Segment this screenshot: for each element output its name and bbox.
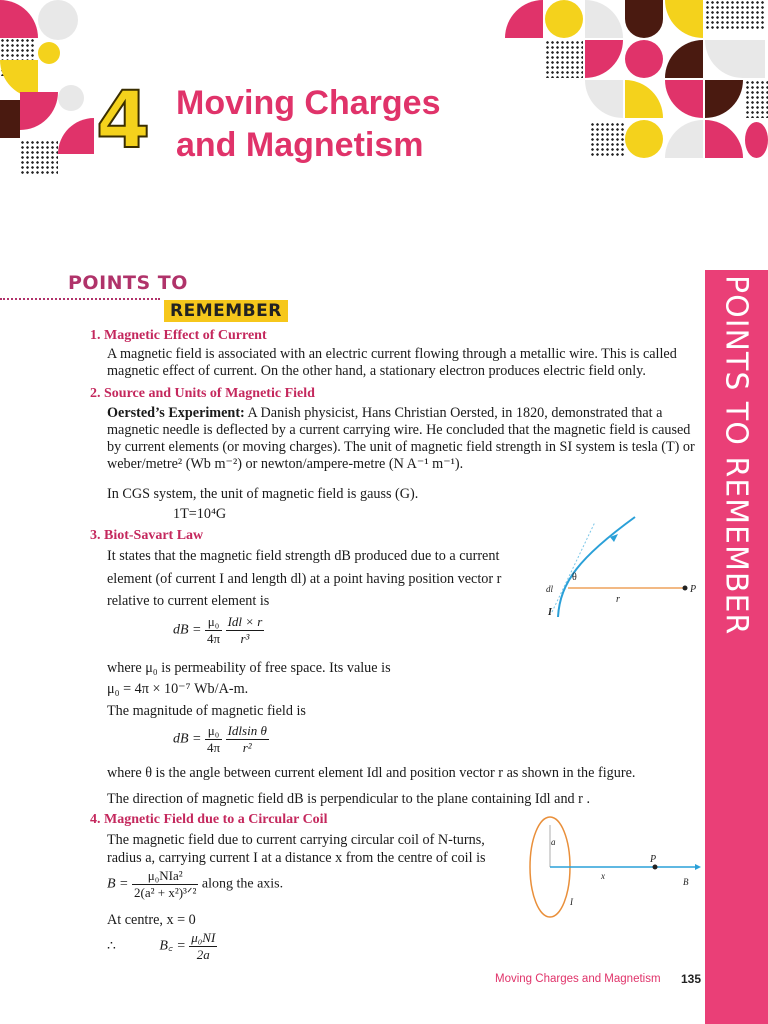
eq2-lhs: dB = [173, 731, 202, 747]
coil-eq-fraction [132, 868, 198, 901]
direction-text: The direction of magnetic field dB is perpendicular to the plane containing Idl and r . [107, 791, 591, 807]
eq1-constant [205, 614, 222, 647]
coil-fig-p: P [650, 854, 657, 865]
fig-theta: θ [572, 572, 577, 583]
coil-line1: The magnetic field due to current carrying circular coil of N-turns, [107, 832, 485, 848]
point-p [683, 586, 688, 591]
biot-savart-figure [540, 512, 700, 622]
coil-eq-num: μ₀NIa² [132, 868, 198, 885]
eq2-const-den: 4π [207, 740, 221, 755]
eq2-const-num: μ₀ [205, 723, 222, 740]
fig-dl: dl [546, 584, 554, 594]
axis-arrow [695, 864, 701, 870]
tangent-line [552, 522, 595, 612]
coil-eq-tail: along the axis. [201, 876, 284, 892]
coil-equation [107, 868, 283, 901]
coil-fig-i: I [570, 897, 573, 907]
biot-line1: It states that the magnetic field strength dB produced due to a current [107, 548, 500, 564]
tesla-gauss-relation: 1T=10⁴G [173, 506, 227, 522]
coil-fig-b: B [683, 877, 689, 887]
footer-title: Moving Charges and Magnetism [495, 973, 661, 985]
bc-num: μ₀NI [191, 930, 216, 945]
eq2-den: r² [242, 740, 252, 755]
biot-equation [173, 614, 264, 647]
remember-badge: REMEMBER [164, 300, 288, 322]
bc-lhs: B꜀ = [159, 938, 186, 954]
fig-r: r [616, 594, 620, 605]
eq2-fraction [226, 723, 269, 756]
biot-line2: element (of current I and length dl) at a point having position vector r [107, 571, 502, 587]
eq1-lhs: dB = [173, 622, 202, 638]
coil-eq-lhs: B = [107, 876, 129, 892]
section-1-para: A magnetic field is associated with an electric current flowing through a metallic wire. This is called magnetic effect of current. On the other hand, a stationary electron produces electric field only. [107, 346, 677, 379]
bc-den: 2a [196, 947, 210, 962]
eq1-const-den: 4π [207, 631, 221, 646]
oersted-text: A Danish physicist, Hans Christian Oersted, in 1820, demonstrated that a magnetic needle is deflected by a current carrying wire. He concluded that the magnetic field is caused by current elements (or moving charges). The unit of magnetic field strength in SI system is tesla (T) or weber/metre² (Wb m⁻²) or newton/ampere-metre (N A⁻¹ m⁻¹). [107, 405, 695, 472]
section-4-heading: 4. Magnetic Field due to a Circular Coil [90, 812, 328, 827]
section-2-heading: 2. Source and Units of Magnetic Field [90, 386, 315, 401]
eq1-const-num: μ₀ [205, 614, 222, 631]
section-3-heading: 3. Biot-Savart Law [90, 528, 204, 543]
chapter-number: 4 [96, 76, 151, 166]
section-1-heading: 1. Magnetic Effect of Current [90, 328, 267, 343]
chapter-title [176, 82, 440, 166]
eq1-num: Idl × r [227, 614, 263, 629]
magnitude-text: The magnitude of magnetic field is [107, 703, 306, 719]
oersted-lead: Oersted’s Experiment: [107, 405, 245, 421]
current-wire [558, 517, 635, 617]
section-2-para [107, 405, 697, 473]
mu-value: μ₀ = 4π × 10⁻⁷ Wb/A-m. [107, 681, 249, 697]
circular-coil-figure [515, 815, 705, 920]
magnitude-equation [173, 723, 269, 756]
eq1-fraction [226, 614, 265, 647]
page-number: 135 [681, 972, 702, 986]
chapter-title-line2: and Magnetism [176, 126, 424, 164]
chapter-title-line1: Moving Charges [176, 84, 441, 122]
coil-point-p [653, 865, 658, 870]
coil-line2: radius a, carrying current I at a distance x from the centre of coil is [107, 850, 486, 866]
coil-fig-a: a [551, 837, 556, 847]
eq2-constant [205, 723, 222, 756]
bc-fraction [189, 930, 217, 963]
points-to-heading: POINTS TO [68, 272, 188, 294]
coil-eq-den: 2(a² + x²)³ᐟ² [134, 885, 197, 900]
sidebar-label: POINTS TO REMEMBER [718, 275, 754, 636]
dotted-divider [0, 298, 160, 300]
eq1-den: r³ [240, 631, 250, 646]
fig-p: P [690, 584, 697, 595]
mu-text: where μ₀ is permeability of free space. Its value is [107, 660, 391, 676]
eq2-num: Idlsin θ [227, 723, 267, 738]
centre-equation [107, 930, 217, 963]
coil-fig-x: x [601, 871, 605, 881]
theta-text: where θ is the angle between current element Idl and position vector r as shown in the figure. [107, 765, 636, 781]
fig-i: I [548, 607, 552, 618]
biot-line3: relative to current element is [107, 593, 270, 609]
centre-text: At centre, x = 0 [107, 912, 196, 928]
therefore-symbol: ∴ [107, 938, 116, 954]
cgs-unit-text: In CGS system, the unit of magnetic field is gauss (G). [107, 486, 419, 502]
